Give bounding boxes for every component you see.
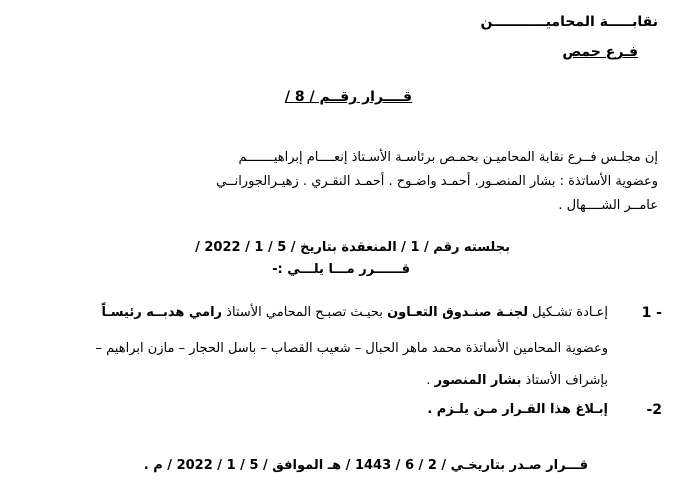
syndicate-name: نقابـــــة المحاميـــــــــــن (480, 14, 658, 30)
item-2-number: -2 (646, 402, 662, 418)
item-1-text-a: إعـادة تشـكيل (528, 305, 608, 320)
session-line: بجلسته رقم / 1 / المنعقدة بتاريخ / 5 / 1 / 2022 / (195, 240, 510, 255)
issue-date-line: قـــرار صـدر بتاريخـي / 2 / 6 / 1443 / هـ الموافق / 5 / 1 / 2022 / م . (143, 458, 588, 473)
item-1-line-2: وعضوية المحامين الأساتذة محمد ماهر الحبال – شعيب القصاب – باسل الحجار – مازن ابراهيم – (95, 341, 608, 356)
decision-number: قــــرار رقــم / 8 / (284, 89, 412, 105)
intro-line-3: عامــر الشــــهال . (558, 198, 658, 213)
item-1-text-b: بحيـث تصبـح المحامي الأستاذ (222, 305, 388, 320)
item-1-end: . (426, 373, 435, 388)
item-2-text: إبـلاغ هذا القـرار مـن يلـزم . (427, 402, 608, 417)
item-1-line-3 (426, 373, 608, 388)
item-1-supervisor: بشار المنصور (434, 373, 522, 388)
intro-line-1: إن مجلـس فــرع نقابة المحاميـن بحمـص برئاسـة الأسـتاذ إنعــــام إبراهيـــــــم (238, 150, 658, 165)
item-1-number: 1 - (641, 305, 662, 321)
item-1-line-1 (101, 305, 608, 320)
item-1-supervision: بإشراف الأستاذ (521, 373, 608, 388)
intro-line-2: وعضوية الأساتذة : بشار المنصـور. أحمـد واضـوح . أحمـد النقـري . زهيـرالجورانــي (216, 174, 658, 189)
item-1-committee: لجنـة صنـدوق التعـاون (387, 305, 529, 320)
branch-name: فـرع حمص (562, 44, 638, 60)
decides-heading: قــــــرر مـــا يلـــي :- (272, 262, 410, 277)
item-1-chair: رامي هدبــه رئيسـاًَ (101, 305, 223, 320)
